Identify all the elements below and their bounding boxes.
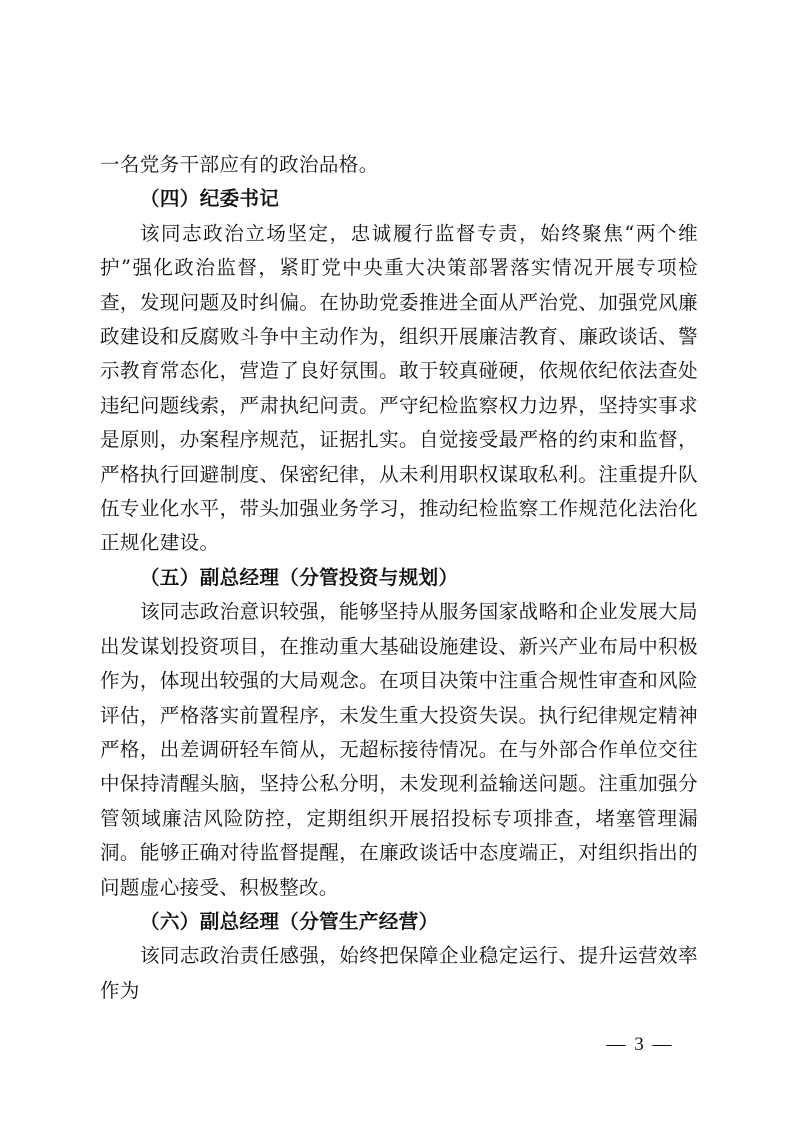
document-body xyxy=(100,148,698,1008)
section-heading-6: （六）副总经理（分管生产经营） xyxy=(140,909,439,933)
paragraph-continuation: 一名党务干部应有的政治品格。 xyxy=(100,153,379,176)
paragraph-section-6: 该同志政治责任感强，始终把保障企业稳定运行、提升运营效率作为 xyxy=(100,944,698,1002)
paragraph-section-5: 该同志政治意识较强，能够坚持从服务国家战略和企业发展大局出发谋划投资项目，在推动重大基础设施建设、新兴产业布局中积极作为，体现出较强的大局观念。在项目决策中注重合规性审查和风险评估，严格落实前置程序，未发生重大投资失误。执行纪律规定精神严格，出差调研轻车简从，无超标接待情况。在与外部合作单位交往中保持清醒头脑，坚持公私分明，未发现利益输送问题。注重加强分管领域廉洁风险防控，定期组织开展招投标专项排查，堵塞管理漏洞。能够正确对待监督提醒，在廉政谈话中态度端正，对组织指出的问题虚心接受、积极整改。 xyxy=(100,600,698,899)
section-heading-4: （四）纪委书记 xyxy=(140,187,280,211)
page-number: — 3 — xyxy=(606,1034,674,1055)
paragraph-section-4: 该同志政治立场坚定，忠诚履行监督专责，始终聚焦“两个维护”强化政治监督，紧盯党中央重大决策部署落实情况开展专项检查，发现问题及时纠偏。在协助党委推进全面从严治党、加强党风廉政建设和反腐败斗争中主动作为，组织开展廉洁教育、廉政谈话、警示教育常态化，营造了良好氛围。敢于较真碰硬，依规依纪依法查处违纪问题线索，严肃执纪问责。严守纪检监察权力边界，坚持实事求是原则，办案程序规范，证据扎实。自觉接受最严格的约束和监督，严格执行回避制度、保密纪律，从未利用职权谋取私利。注重提升队伍专业化水平，带头加强业务学习，推动纪检监察工作规范化法治化正规化建设。 xyxy=(100,221,698,555)
section-heading-5: （五）副总经理（分管投资与规划） xyxy=(140,565,459,589)
